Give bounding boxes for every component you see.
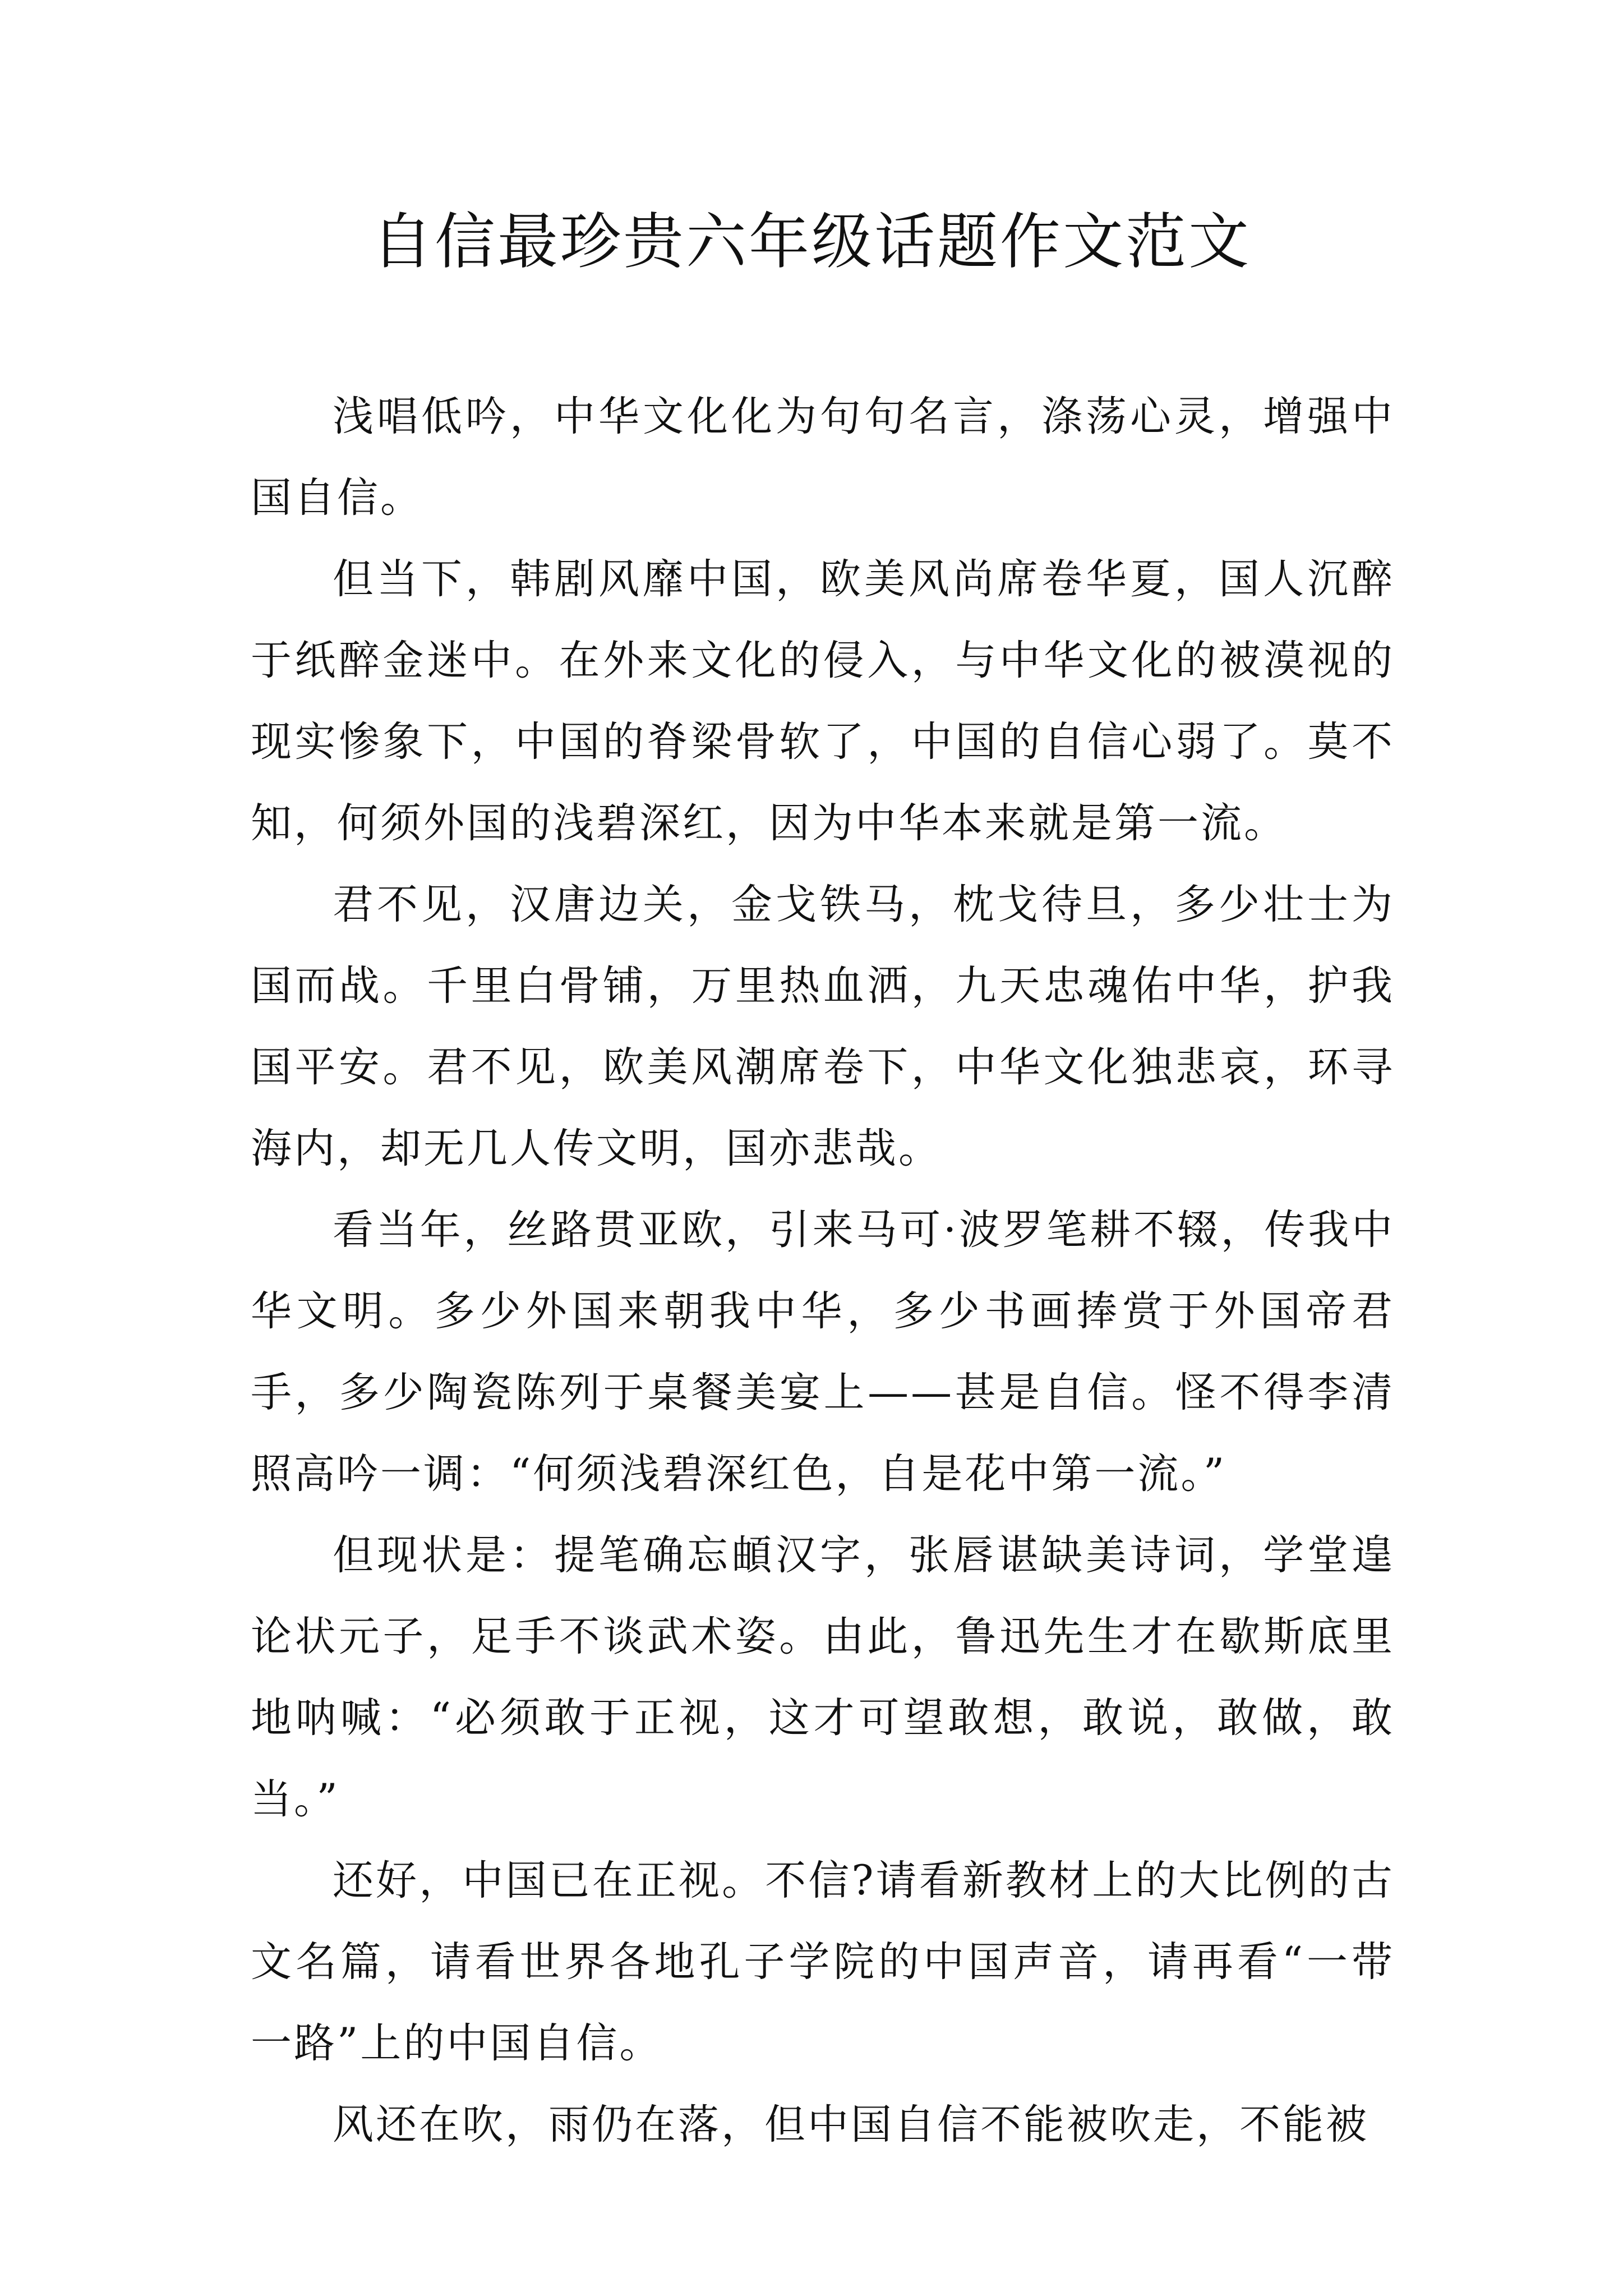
paragraph: 风还在吹，雨仍在落，但中国自信不能被吹走，不能被 xyxy=(333,2101,1369,2148)
paragraph: 但现状是：提笔确忘頔汉字，张唇谌缺美诗词，学堂遑论状元子，足手不谈武术姿。由此，鲁迅先生才在歇斯底里地呐喊：“必须敢于正视，这才可望敢想，敢说，敢做，敢当。” xyxy=(251,1531,1395,1823)
document-body xyxy=(251,376,1395,2165)
paragraph: 看当年，丝路贯亚欧，引来马可·波罗笔耕不辍，传我中华文明。多少外国来朝我中华，多少书画捧赏于外国帝君手，多少陶瓷陈列于桌餐美宴上——甚是自信。怪不得李清照高吟一调：“何须浅碧深红色，自是花中第一流。” xyxy=(251,1206,1395,1498)
paragraph: 还好，中国已在正视。不信?请看新教材上的大比例的古文名篇，请看世界各地孔子学院的中国声音，请再看“一带一路”上的中国自信。 xyxy=(251,1857,1395,2067)
paragraph: 浅唱低吟，中华文化化为句句名言，涤荡心灵，增强中国自信。 xyxy=(251,393,1395,522)
paragraph: 君不见，汉唐边关，金戈铁马，枕戈待旦，多少壮士为国而战。千里白骨铺，万里热血洒，九天忠魂佑中华，护我国平安。君不见，欧美风潮席卷下，中华文化独悲哀，环寻海内，却无几人传文明，国亦悲哉。 xyxy=(251,881,1395,1172)
paragraph: 但当下，韩剧风靡中国，欧美风尚席卷华夏，国人沉醉于纸醉金迷中。在外来文化的侵入，与中华文化的被漠视的现实惨象下，中国的脊梁骨软了，中国的自信心弱了。莫不知，何须外国的浅碧深红，因为中华本来就是第一流。 xyxy=(251,555,1395,847)
document-title: 自信最珍贵六年级话题作文范文 xyxy=(371,207,1251,277)
